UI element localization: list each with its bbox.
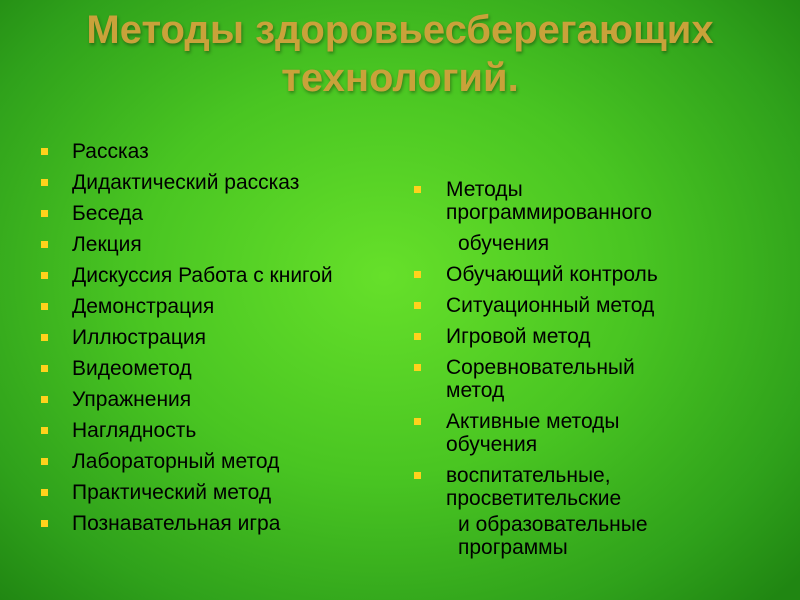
square-bullet-icon <box>41 427 48 434</box>
list-item-text: Лекция <box>72 233 142 256</box>
square-bullet-icon <box>41 303 48 310</box>
list-item-text: Ситуационный метод <box>446 294 655 317</box>
list-item-text: Упражнения <box>72 388 192 411</box>
list-item-text: Методы программированного <box>446 178 653 224</box>
square-bullet-icon <box>414 186 421 193</box>
square-bullet-icon <box>414 333 421 340</box>
list-item-text: Лабораторный метод <box>72 450 280 473</box>
list-item <box>38 357 378 380</box>
square-bullet-icon <box>41 334 48 341</box>
list-item-text: воспитательные, просветительские <box>446 464 622 510</box>
list-item-text: Практический метод <box>72 481 272 504</box>
square-bullet-icon <box>414 418 421 425</box>
list-item <box>412 356 792 402</box>
slide-title <box>0 6 800 102</box>
left-methods-list <box>38 140 378 543</box>
list-item <box>412 464 792 559</box>
square-bullet-icon <box>414 472 421 479</box>
list-item <box>412 263 792 286</box>
square-bullet-icon <box>41 365 48 372</box>
list-item-text: Иллюстрация <box>72 326 206 349</box>
list-item-text: Демонстрация <box>72 295 215 318</box>
list-item-continuation: обучения <box>458 232 550 255</box>
list-item-text: Дискуссия Работа с книгой <box>72 264 333 287</box>
square-bullet-icon <box>41 210 48 217</box>
list-item-text: Познавательная игра <box>72 512 281 535</box>
square-bullet-icon <box>41 179 48 186</box>
list-item <box>412 294 792 317</box>
list-item <box>38 512 378 535</box>
square-bullet-icon <box>41 520 48 527</box>
list-item-text: Видеометод <box>72 357 192 380</box>
list-item <box>38 140 378 163</box>
square-bullet-icon <box>414 364 421 371</box>
square-bullet-icon <box>41 241 48 248</box>
list-item-text: Рассказ <box>72 140 149 163</box>
list-item-text: Игровой метод <box>446 325 591 348</box>
list-item <box>38 481 378 504</box>
list-item-text: Наглядность <box>72 419 197 442</box>
list-item-text: Дидактический рассказ <box>72 171 300 194</box>
list-item-text: Соревновательный метод <box>446 356 635 402</box>
list-item-text: Активные методы обучения <box>446 410 620 456</box>
list-item <box>38 388 378 411</box>
list-item <box>38 202 378 225</box>
list-item <box>412 325 792 348</box>
square-bullet-icon <box>41 489 48 496</box>
list-item <box>38 171 378 194</box>
list-item <box>38 450 378 473</box>
square-bullet-icon <box>41 458 48 465</box>
square-bullet-icon <box>41 272 48 279</box>
square-bullet-icon <box>41 396 48 403</box>
right-methods-list <box>412 178 792 567</box>
list-item <box>38 264 378 287</box>
list-item <box>38 326 378 349</box>
list-item-text: Беседа <box>72 202 144 225</box>
square-bullet-icon <box>41 148 48 155</box>
slide-title-line-2: технологий. <box>281 56 519 100</box>
list-item <box>38 419 378 442</box>
list-item <box>412 178 792 255</box>
square-bullet-icon <box>414 271 421 278</box>
list-item-text: Обучающий контроль <box>446 263 658 286</box>
square-bullet-icon <box>414 302 421 309</box>
list-item <box>38 295 378 318</box>
slide-title-line-1: Методы здоровьесберегающих <box>86 8 714 52</box>
list-item <box>38 233 378 256</box>
list-item-continuation: и образовательные программы <box>458 513 648 559</box>
list-item <box>412 410 792 456</box>
